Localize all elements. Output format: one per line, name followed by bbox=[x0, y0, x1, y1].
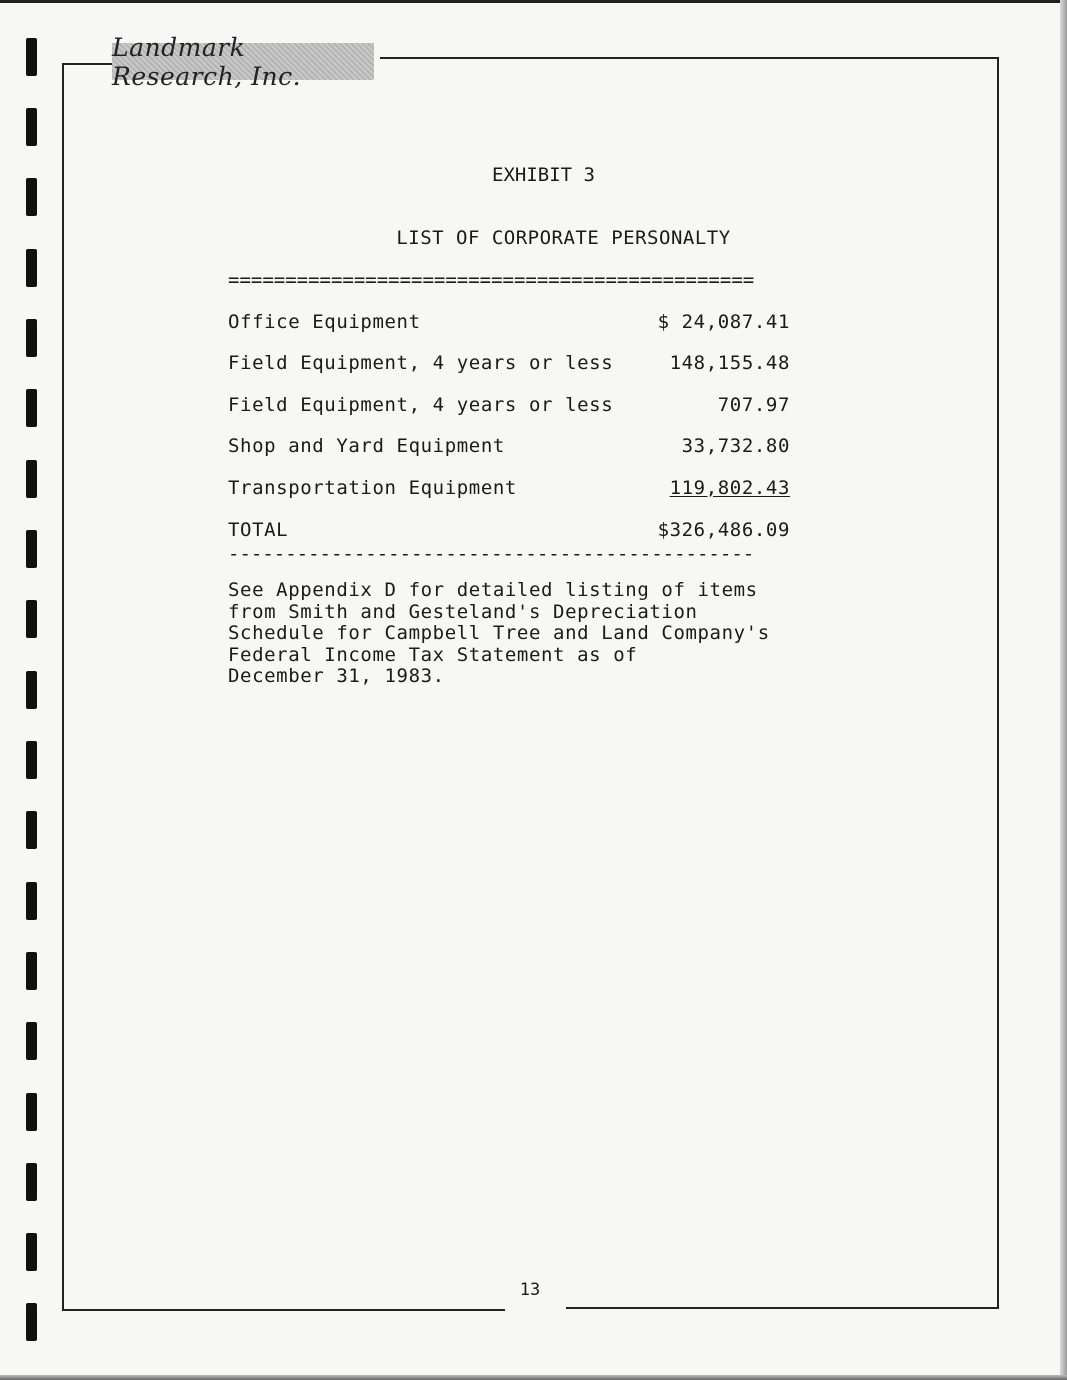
frame-left bbox=[62, 63, 64, 1311]
item-label: Field Equipment, 4 years or less bbox=[228, 394, 614, 416]
page-number: 13 bbox=[519, 1280, 541, 1300]
binder-hole bbox=[26, 38, 37, 76]
exhibit-title: LIST OF CORPORATE PERSONALTY bbox=[396, 227, 731, 249]
scan-top-edge bbox=[0, 0, 1067, 3]
binder-hole bbox=[26, 1233, 37, 1271]
item-label: Field Equipment, 4 years or less bbox=[228, 352, 614, 374]
double-rule: ============================================== bbox=[228, 270, 755, 290]
binder-hole bbox=[26, 460, 37, 498]
frame-bottom-left bbox=[62, 1309, 505, 1311]
scan-right-edge bbox=[1060, 0, 1067, 1380]
item-amount: 119,802.43 bbox=[669, 477, 790, 499]
frame-top-right bbox=[380, 57, 999, 59]
item-amount: 33,732.80 bbox=[681, 435, 790, 457]
binder-hole bbox=[26, 530, 37, 568]
binder-hole bbox=[26, 1093, 37, 1131]
binder-hole bbox=[26, 811, 37, 849]
binder-hole bbox=[26, 741, 37, 779]
binder-hole bbox=[26, 882, 37, 920]
item-amount: $ 24,087.41 bbox=[657, 311, 790, 333]
company-logo: Landmark Research, Inc. bbox=[112, 43, 374, 80]
item-label: Shop and Yard Equipment bbox=[228, 435, 505, 457]
item-amount: 707.97 bbox=[717, 394, 790, 416]
scan-bottom-edge bbox=[0, 1375, 1067, 1380]
frame-top-left bbox=[62, 63, 112, 65]
binder-hole bbox=[26, 1022, 37, 1060]
dash-rule: ---------------------------------------------- bbox=[228, 544, 755, 564]
total-label: TOTAL bbox=[228, 519, 289, 541]
item-amount: 148,155.48 bbox=[669, 352, 790, 374]
binder-hole bbox=[26, 671, 37, 709]
appendix-note: See Appendix D for detailed listing of items from Smith and Gesteland's Depreciation Schedule for Campbell Tree and Land Company's Federal Income Tax Statement as of December 31, 1983. bbox=[228, 579, 770, 687]
binder-hole bbox=[26, 1163, 37, 1201]
exhibit-label: EXHIBIT 3 bbox=[492, 164, 595, 186]
binder-hole bbox=[26, 249, 37, 287]
binder-hole bbox=[26, 600, 37, 638]
binder-hole bbox=[26, 1303, 37, 1341]
binder-hole bbox=[26, 952, 37, 990]
binder-hole bbox=[26, 319, 37, 357]
item-label: Transportation Equipment bbox=[228, 477, 517, 499]
frame-bottom-right bbox=[566, 1307, 999, 1309]
binder-hole bbox=[26, 389, 37, 427]
total-amount: $326,486.09 bbox=[657, 519, 790, 541]
item-label: Office Equipment bbox=[228, 311, 421, 333]
binder-hole bbox=[26, 108, 37, 146]
